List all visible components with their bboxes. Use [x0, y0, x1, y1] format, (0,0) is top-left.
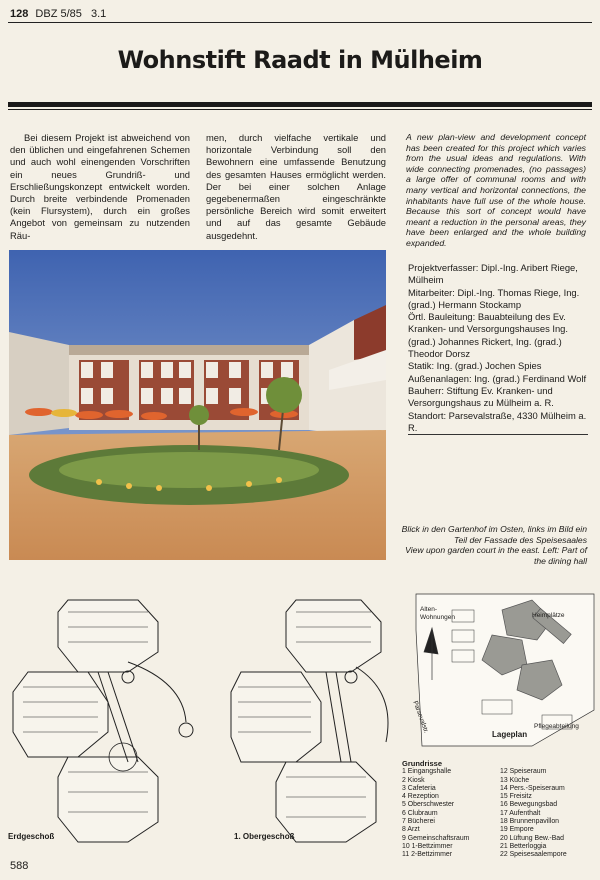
legend-item: 10 1-Bettzimmer [402, 842, 453, 850]
article-title: Wohnstift Raadt in Mülheim [117, 46, 483, 74]
legend-item: 8 Arzt [402, 826, 420, 834]
legend-item: 13 Küche [500, 776, 530, 784]
legend-item: 6 Clubraum [402, 809, 438, 817]
site-label-alten: Alten-Wohnungen [420, 606, 455, 621]
caption-german: Blick in den Gartenhof im Osten, links im Bild ein Teil der Fassade des Speisesaales [401, 524, 587, 545]
legend-item: 1 Eingangshalle [402, 768, 452, 776]
project-credits [408, 262, 588, 434]
upper-floor-label: 1. Obergeschoß [234, 832, 295, 841]
legend-item: 22 Speisesaalempore [500, 851, 567, 859]
legend-item: 17 Aufenthalt [500, 809, 541, 817]
legend-item: 3 Cafeteria [402, 784, 436, 792]
photo-caption [395, 524, 587, 566]
site-plan-label: Lageplan [492, 730, 528, 739]
credit-line: Bauherr: Stiftung Ev. Kranken- und Versorgungshaus zu Mülheim a. R. [408, 384, 554, 409]
ground-floor-plan [8, 592, 198, 848]
site-label-pflege: Pflegeabteilung [534, 723, 579, 730]
intro-column-2: men, durch vielfache vertikale und horizontale Verbindung soll den Bewohnern eine umfassende Benutzung des gesamten Hauses ermöglicht werden. Der bei einer solchen Anlage gegebenermaßen eingeschränkte persönliche Bereich wird somit erweitert und auf das gesamte Gebäude ausgedehnt. [206, 132, 386, 241]
credit-line: Projektverfasser: Dipl.-Ing. Aribert Riege, Mülheim [408, 262, 578, 286]
legend-item: 20 Lüftung Bew.-Bad [500, 834, 564, 842]
credit-line: Statik: Ing. (grad.) Jochen Spies [408, 360, 542, 372]
intro-english: A new plan-view and development concept has been created for this project which varies from the usual ideas and regulations. With wide connecting promenades, (no passages) a large offer of communal rooms and with many vertical and horizontal connections, the inhabitants have full use of the whole house. Because this sort of concept would have meant a reduction in the personal areas, they have been enlarged and the whole building expanded. [406, 132, 586, 248]
credit-line: Außenanlagen: Ing. (grad.) Ferdinand Wolf [408, 372, 587, 384]
legend-item: 2 Kiosk [402, 776, 425, 784]
page-header [10, 8, 112, 20]
caption-english: View upon garden court in the east. Left: Part of the dining hall [405, 545, 587, 566]
legend-title: Grundrisse [402, 759, 443, 768]
legend-item: 21 Betterloggia [500, 842, 547, 850]
legend-item: 16 Bewegungsbad [500, 801, 558, 809]
header-page: 128 [10, 8, 29, 20]
site-plan [412, 590, 598, 750]
legend-column-right [500, 768, 598, 859]
legend-item: 5 Oberschwester [402, 801, 455, 809]
credit-line: Mitarbeiter: Dipl.-Ing. Thomas Riege, Ing. (grad.) Hermann Stockamp [408, 286, 580, 310]
title-rule-thin [8, 109, 592, 110]
credits-rule [408, 434, 588, 435]
site-label-street: Parsevalstr. [411, 700, 430, 735]
page-number: 588 [10, 860, 29, 872]
upper-floor-plan [226, 592, 406, 848]
legend-item: 9 Gemeinschaftsraum [402, 834, 470, 842]
site-label-heim: Heimplätze [532, 612, 565, 619]
title-rule-thick [8, 102, 592, 107]
legend-column-left [402, 768, 500, 859]
legend-item: 14 Pers.-Speiseraum [500, 784, 565, 792]
header-rule [8, 22, 592, 23]
legend-item: 19 Empore [500, 826, 534, 834]
legend-item: 11 2-Bettzimmer [402, 851, 453, 859]
credit-line: Standort: Parsevalstraße, 4330 Mülheim a. R. [408, 409, 587, 433]
intro-column-1: Bei diesem Projekt ist abweichend von den üblichen und eingefahrenen Schemen und auch wohl einengenden Vorschriften ein neues Grundriß- und Erschließungskonzept entwickelt worden. Durch breite verbindende Promenaden (kein Flursystem), durch ein großes Angebot von gemeinsam zu nutzenden Räu- [10, 132, 190, 241]
legend-item: 4 Rezeption [402, 793, 439, 801]
legend-item: 18 Brunnenpavillon [500, 818, 559, 826]
legend-item: 7 Bücherei [402, 818, 435, 826]
room-legend [402, 760, 598, 860]
header-journal: DBZ 5/85 [35, 8, 82, 20]
credit-line: Örtl. Bauleitung: Bauabteilung des Ev. Kranken- und Versorgungshauses Ing. (grad.) Johannes Rickert, Ing. (grad.) Theodor Dorsz [408, 311, 569, 360]
ground-floor-label: Erdgeschoß [8, 832, 55, 841]
header-section: 3.1 [90, 8, 107, 20]
legend-item: 15 Freisitz [500, 793, 532, 801]
courtyard-photo [9, 250, 386, 560]
legend-item: 12 Speiseraum [500, 768, 547, 776]
